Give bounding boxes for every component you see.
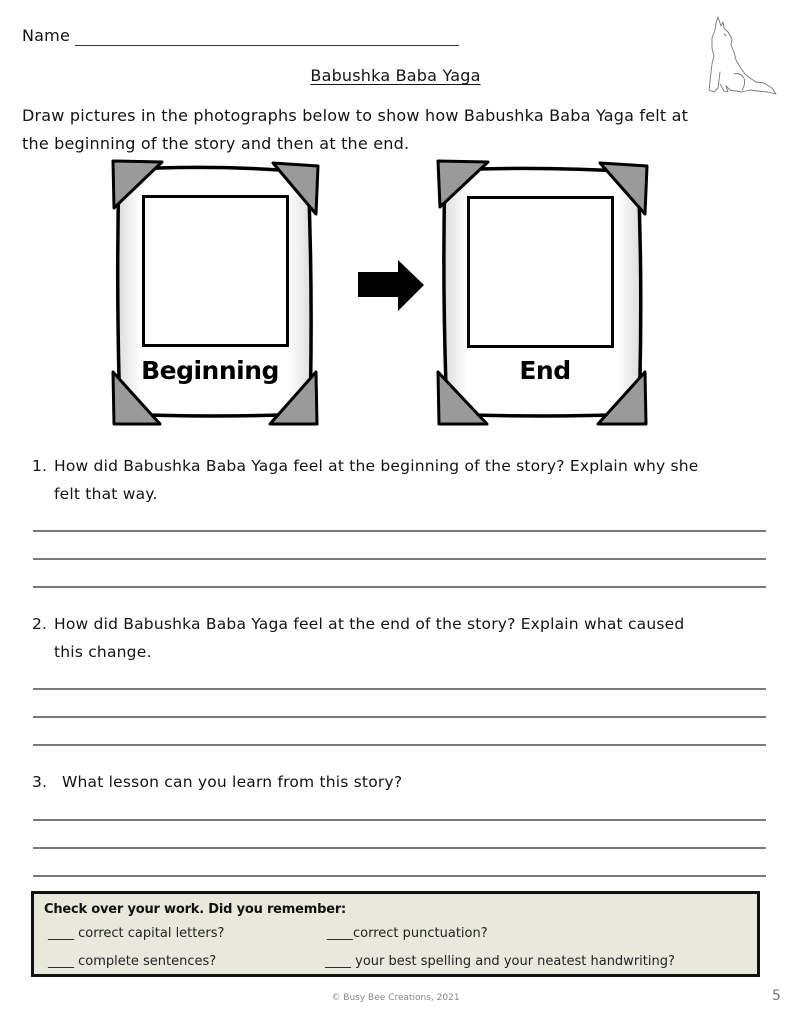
question-2-continued: this change. (54, 643, 152, 661)
page-number: 5 (772, 988, 781, 1004)
checklist-item-punctuation[interactable]: ____correct punctuation? (327, 926, 488, 941)
beginning-photo-frame (110, 158, 322, 428)
end-drawing-area[interactable] (467, 196, 614, 348)
end-label: End (519, 356, 571, 385)
name-label: Name (22, 26, 71, 45)
question-1 (32, 457, 699, 475)
end-photo-frame (435, 158, 650, 428)
answer-line[interactable] (33, 688, 766, 690)
answer-line[interactable] (33, 875, 766, 877)
checklist-title: Check over your work. Did you remember: (44, 902, 347, 917)
answer-line[interactable] (33, 558, 766, 560)
answer-line[interactable] (33, 819, 766, 821)
checklist-item-sentences[interactable]: ____ complete sentences? (48, 954, 217, 969)
question-1-continued: felt that way. (54, 485, 158, 503)
instructions-line-2: the beginning of the story and then at the end. (22, 134, 410, 153)
answer-line[interactable] (33, 530, 766, 532)
question-text: How did Babushka Baba Yaga feel at the beginning of the story? Explain why she (54, 457, 699, 475)
right-arrow-icon (356, 258, 426, 314)
question-number: 1. (32, 457, 48, 475)
checklist-item-capitals[interactable]: ____ correct capital letters? (48, 926, 225, 941)
beginning-drawing-area[interactable] (142, 195, 289, 347)
beginning-label: Beginning (141, 356, 279, 385)
question-text: What lesson can you learn from this story? (62, 773, 403, 791)
question-text: How did Babushka Baba Yaga feel at the end of the story? Explain what caused (54, 615, 685, 633)
name-input-line[interactable] (75, 45, 459, 46)
worksheet-title: Babushka Baba Yaga (310, 66, 481, 85)
answer-line[interactable] (33, 716, 766, 718)
checklist-item-spelling[interactable]: ____ your best spelling and your neatest handwriting? (325, 954, 675, 969)
question-number: 3. (32, 773, 48, 791)
question-3 (32, 773, 402, 791)
answer-line[interactable] (33, 847, 766, 849)
copyright-footer: © Busy Bee Creations, 2021 (331, 993, 460, 1003)
question-number: 2. (32, 615, 48, 633)
answer-line[interactable] (33, 744, 766, 746)
howling-wolf-icon (690, 12, 780, 98)
instructions-line-1: Draw pictures in the photographs below to show how Babushka Baba Yaga felt at (22, 106, 689, 125)
self-check-box (31, 891, 760, 977)
question-2 (32, 615, 684, 633)
answer-line[interactable] (33, 586, 766, 588)
